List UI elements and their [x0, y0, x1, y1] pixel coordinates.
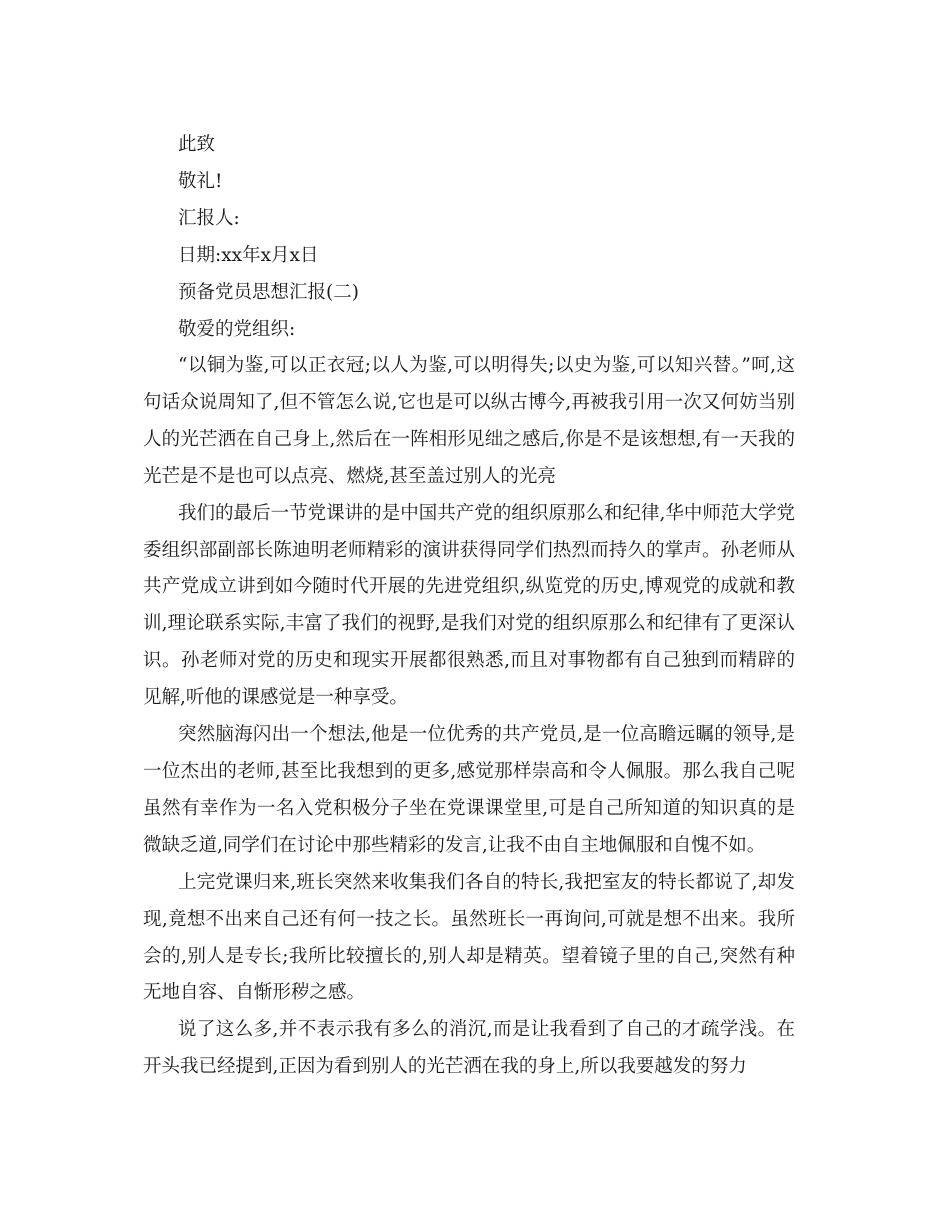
- closing-salutation: 此致: [178, 134, 216, 155]
- body-paragraph: 上完党课归来,班长突然来收集我们各自的特长,我把室友的特长都说了,却发现,竟想不出来自己还有何一技之长。虽然班长一再询问,可就是想不出来。我所会的,别人是专长;我所比较擅长的,别人却是精英。望着镜子里的自己,突然有种无地自容、自惭形秽之感。: [143, 871, 795, 1004]
- document-page: [143, 126, 795, 1086]
- report-date: 日期:xx年x月x日: [178, 245, 319, 266]
- body-paragraph: 说了这么多,并不表示我有多么的消沉,而是让我看到了自己的才疏学浅。在开头我已经提到,正因为看到别人的光芒洒在我的身上,所以我要越发的努力: [143, 1019, 795, 1078]
- closing-regards: 敬礼!: [178, 171, 223, 192]
- body-paragraph: 突然脑海闪出一个想法,他是一位优秀的共产党员,是一位高瞻远瞩的领导,是一位杰出的老师,甚至比我想到的更多,感觉那样崇高和令人佩服。那么我自己呢虽然有幸作为一名入党积极分子坐在党课课堂里,可是自己所知道的知识真的是微缺乏道,同学们在讨论中那些精彩的发言,让我不由自主地佩服和自愧不如。: [143, 724, 795, 856]
- reporter-label: 汇报人:: [178, 208, 240, 229]
- body-paragraph: 我们的最后一节党课讲的是中国共产党的组织原那么和纪律,华中师范大学党委组织部副部长陈迪明老师精彩的演讲获得同学们热烈而持久的掌声。孙老师从共产党成立讲到如今随时代开展的先进党组织,纵览党的历史,博观党的成就和教训,理论联系实际,丰富了我们的视野,是我们对党的组织原那么和纪律有了更深认识。孙老师对党的历史和现实开展都很熟悉,而且对事物都有自己独到而精辟的见解,听他的课感觉是一种享受。: [143, 502, 795, 709]
- report-greeting: 敬爱的党组织:: [178, 319, 296, 340]
- report-title: 预备党员思想汇报(二): [178, 282, 359, 303]
- body-paragraph: “以铜为鉴,可以正衣冠;以人为鉴,可以明得失;以史为鉴,可以知兴替。”呵,这句话众说周知了,但不管怎么说,它也是可以纵古博今,再被我引用一次又何妨当别人的光芒洒在自己身上,然后在一阵相形见绌之感后,你是不是该想想,有一天我的光芒是不是也可以点亮、燃烧,甚至盖过别人的光亮: [143, 355, 795, 487]
